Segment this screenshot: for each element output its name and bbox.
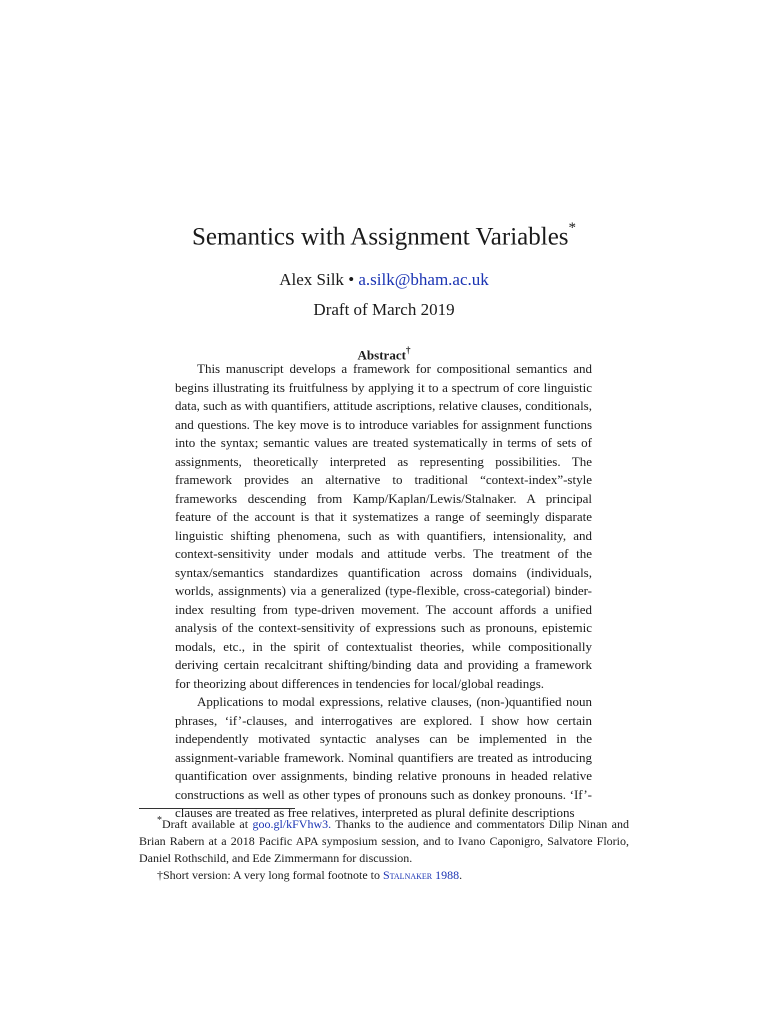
footnote-2-mark: † bbox=[157, 868, 163, 882]
draft-date: Draft of March 2019 bbox=[313, 300, 455, 319]
footnote-2-text-a: Short version: A very long formal footnote to bbox=[163, 868, 383, 882]
abstract-paragraph-1: This manuscript develops a framework for compositional semantics and begins illustrating its fruitfulness by applying it to a spectrum of core linguistic data, such as with quantifiers, attitude ascriptions, relative clauses, conditionals, and questions. The key move is to introduce variables for assignment functions into the syntax; semantic values are treated systematically in terms of sets of assignments, theoretically interpreted as representing possibilities. The framework provides an alternative to traditional “context-index”-style frameworks descending from Kamp/Kaplan/Lewis/Stalnaker. A principal feature of the account is that it systematizes a range of seemingly disparate linguistic shifting phenomena, such as with quantifiers, intensionality, and context-sensitivity under modals and attitude verbs. The treatment of the syntax/semantics standardizes quantification across domains (individuals, worlds, assignments) via a generalized (type-flexible, cross-categorial) binder-index resulting from type-driven movement. The account affords a unified analysis of the context-sensitivity of expressions such as pronouns, epistemic modals, etc., in the spirit of contextualist theories, while compositionally deriving certain recalcitrant shifting/binding data and providing a framework for theorizing about differences in tendencies for local/global readings. bbox=[175, 361, 592, 691]
author-line bbox=[0, 268, 768, 292]
footnote-2-citation-link[interactable]: Stalnaker 1988 bbox=[382, 868, 460, 882]
footnote-1-text-b: Thanks to the audience and commentators Dilip Ninan and Brian Rabern at a 2018 Pacific APA symposium session, and to Ivano Caponigro, Salvatore Florio, Daniel Rothschild, and Ede Zimmermann for discussion. bbox=[139, 817, 629, 865]
abstract-paragraph-2: Applications to modal expressions, relative clauses, (non-)quantified noun phrases, ‘if’-clauses, and interrogatives are explored. I show how certain independently motivated syntactic analyses can be implemented in the assignment-variable framework. Nominal quantifiers are treated as introducing quantification over assignments, binding relative pronouns in headed relative constructions as well as other types of pronouns such as donkey pronouns. ‘If’-clauses are treated as free relatives, interpreted as plural definite descriptions bbox=[175, 694, 592, 820]
author-email-link[interactable]: a.silk@bham.ac.uk bbox=[358, 270, 489, 289]
paper-title bbox=[0, 214, 768, 254]
footnote-2 bbox=[139, 867, 629, 884]
footnotes bbox=[139, 812, 629, 884]
abstract-heading-text: Abstract bbox=[357, 347, 406, 363]
abstract-footnote-mark[interactable]: † bbox=[405, 345, 411, 355]
author-separator: • bbox=[348, 270, 355, 289]
footnote-rule bbox=[139, 808, 295, 809]
footnote-2-text-b: . bbox=[459, 868, 463, 882]
footnote-1-link[interactable]: goo.gl/kFVhw3. bbox=[252, 817, 332, 831]
abstract-body bbox=[175, 360, 592, 823]
footnote-1-mark: * bbox=[157, 815, 162, 826]
title-text: Semantics with Assignment Variables bbox=[191, 223, 569, 251]
footnote-1 bbox=[139, 812, 629, 867]
footnote-1-text-a: Draft available at bbox=[162, 817, 253, 831]
author-name: Alex Silk bbox=[279, 270, 344, 289]
title-footnote-mark[interactable]: * bbox=[568, 220, 577, 236]
